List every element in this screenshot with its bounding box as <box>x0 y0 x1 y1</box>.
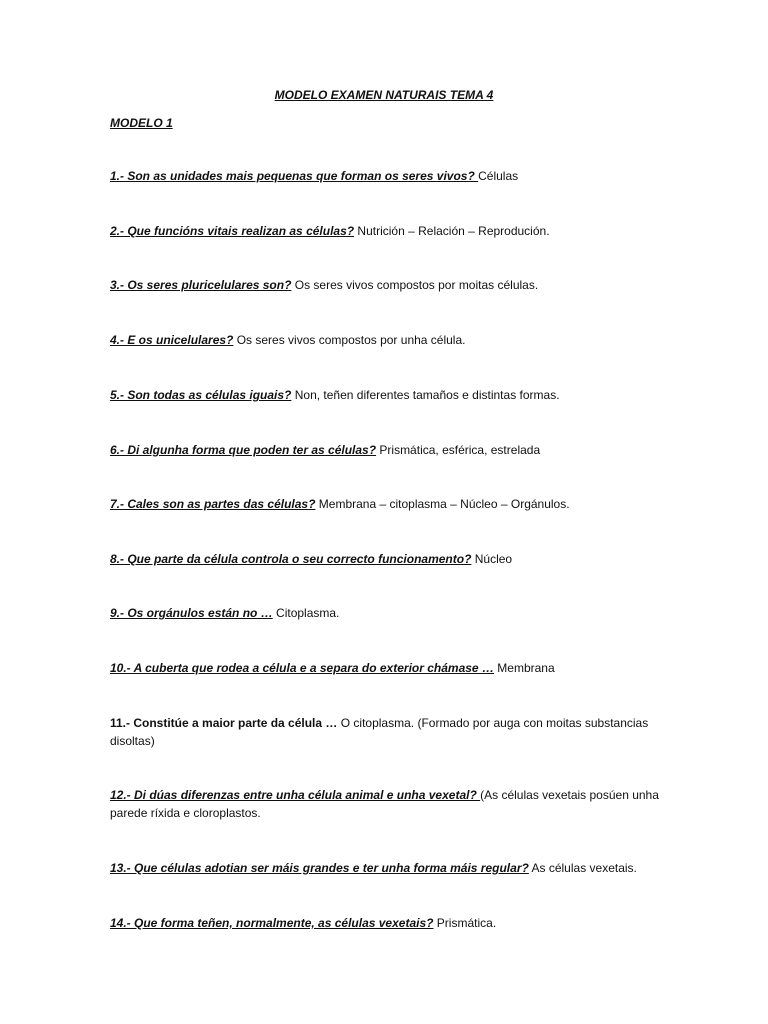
answer-text: Nutrición – Relación – Reprodución. <box>354 224 550 238</box>
answer-text: Membrana – citoplasma – Núcleo – Orgánulos. <box>315 497 570 511</box>
answer-text: As células vexetais. <box>528 861 637 875</box>
answer-text: Os seres vivos compostos por unha célula. <box>233 333 466 347</box>
document-subtitle: MODELO 1 <box>110 116 173 130</box>
question-text: 5.- Son todas as células iguais? <box>110 388 292 402</box>
question-text: 6.- Di algunha forma que poden ter as células? <box>110 443 377 457</box>
question-5 <box>110 386 670 404</box>
question-1 <box>110 167 670 185</box>
question-text: 7.- Cales son as partes das células? <box>110 497 316 511</box>
question-3 <box>110 276 670 294</box>
document-title: MODELO EXAMEN NATURAIS TEMA 4 <box>274 88 494 102</box>
question-10 <box>110 659 670 677</box>
question-text: 1.- Son as unidades mais pequenas que forman os seres vivos? <box>110 169 479 183</box>
question-text: 3.- Os seres pluricelulares son? <box>110 278 292 292</box>
question-text: 10.- A cuberta que rodea a célula e a separa do exterior chámase … <box>110 661 494 675</box>
question-11 <box>110 714 670 750</box>
question-8 <box>110 550 670 568</box>
answer-text: Membrana <box>493 661 555 675</box>
question-text: 2.- Que funcións vitais realizan as células? <box>110 224 355 238</box>
question-12 <box>110 786 670 822</box>
question-text: 11.- Constitúe a maior parte da célula … <box>110 716 341 730</box>
question-14 <box>110 914 670 932</box>
question-2 <box>110 222 670 240</box>
question-7 <box>110 495 670 513</box>
answer-text: Os seres vivos compostos por moitas células. <box>291 278 539 292</box>
answer-text: (As células vexetais posúen unha parede ríxida e cloroplastos. <box>110 788 659 820</box>
answer-text: Citoplasma. <box>272 606 340 620</box>
question-text: 12.- Di dúas diferenzas entre unha célula animal e unha vexetal? <box>110 788 481 802</box>
answer-text: O citoplasma. (Formado por auga con moitas substancias disoltas) <box>110 716 649 748</box>
answer-text: Células <box>478 169 519 183</box>
question-4 <box>110 331 670 349</box>
answer-text: Prismática, esférica, estrelada <box>376 443 541 457</box>
question-text: 8.- Que parte da célula controla o seu correcto funcionamento? <box>110 552 472 566</box>
answer-text: Prismática. <box>433 916 497 930</box>
question-text: 13.- Que células adotian ser máis grandes e ter unha forma máis regular? <box>110 861 529 875</box>
answer-text: Non, teñen diferentes tamaños e distintas formas. <box>291 388 560 402</box>
question-13 <box>110 859 670 877</box>
question-6 <box>110 441 670 459</box>
question-text: 4.- E os unicelulares? <box>110 333 234 347</box>
question-text: 9.- Os orgánulos están no … <box>110 606 273 620</box>
question-text: 14.- Que forma teñen, normalmente, as células vexetais? <box>110 916 434 930</box>
question-9 <box>110 604 670 622</box>
answer-text: Núcleo <box>471 552 513 566</box>
